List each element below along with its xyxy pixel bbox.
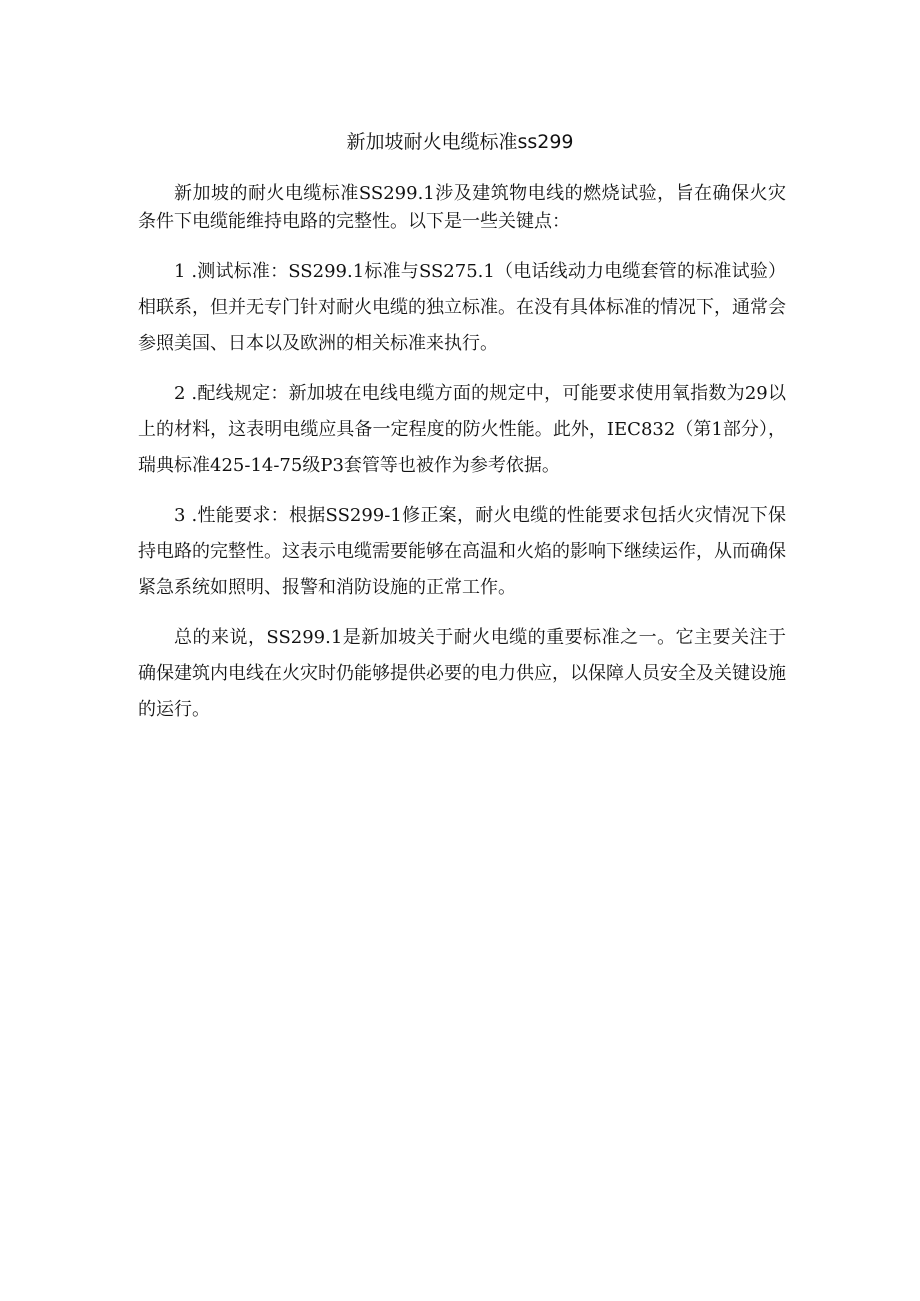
document-body <box>138 180 786 742</box>
paragraph-summary: 总的来说，SS299.1是新加坡关于耐火电缆的重要标准之一。它主要关注于确保建筑内电线在火灾时仍能够提供必要的电力供应，以保障人员安全及关键设施的运行。 <box>138 627 786 720</box>
paragraph-testing-standard: 1 .测试标准：SS299.1标准与SS275.1（电话线动力电缆套管的标准试验）相联系，但并无专门针对耐火电缆的独立标准。在没有具体标准的情况下，通常会参照美国、日本以及欧洲的相关标准来执行。 <box>138 261 786 354</box>
paragraph-intro: 新加坡的耐火电缆标准SS299.1涉及建筑物电线的燃烧试验，旨在确保火灾条件下电缆能维持电路的完整性。以下是一些关键点： <box>138 183 786 232</box>
paragraph-wiring-regulation: 2 .配线规定：新加坡在电线电缆方面的规定中，可能要求使用氧指数为29以上的材料，这表明电缆应具备一定程度的防火性能。此外，IEC832（第1部分），瑞典标准425-14-75级P3套管等也被作为参考依据。 <box>138 383 786 476</box>
document-title: 新加坡耐火电缆标准ss299 <box>346 131 574 153</box>
paragraph-performance-requirement: 3 .性能要求：根据SS299-1修正案，耐火电缆的性能要求包括火灾情况下保持电路的完整性。这表示电缆需要能够在高温和火焰的影响下继续运作，从而确保紧急系统如照明、报警和消防设施的正常工作。 <box>138 505 786 598</box>
